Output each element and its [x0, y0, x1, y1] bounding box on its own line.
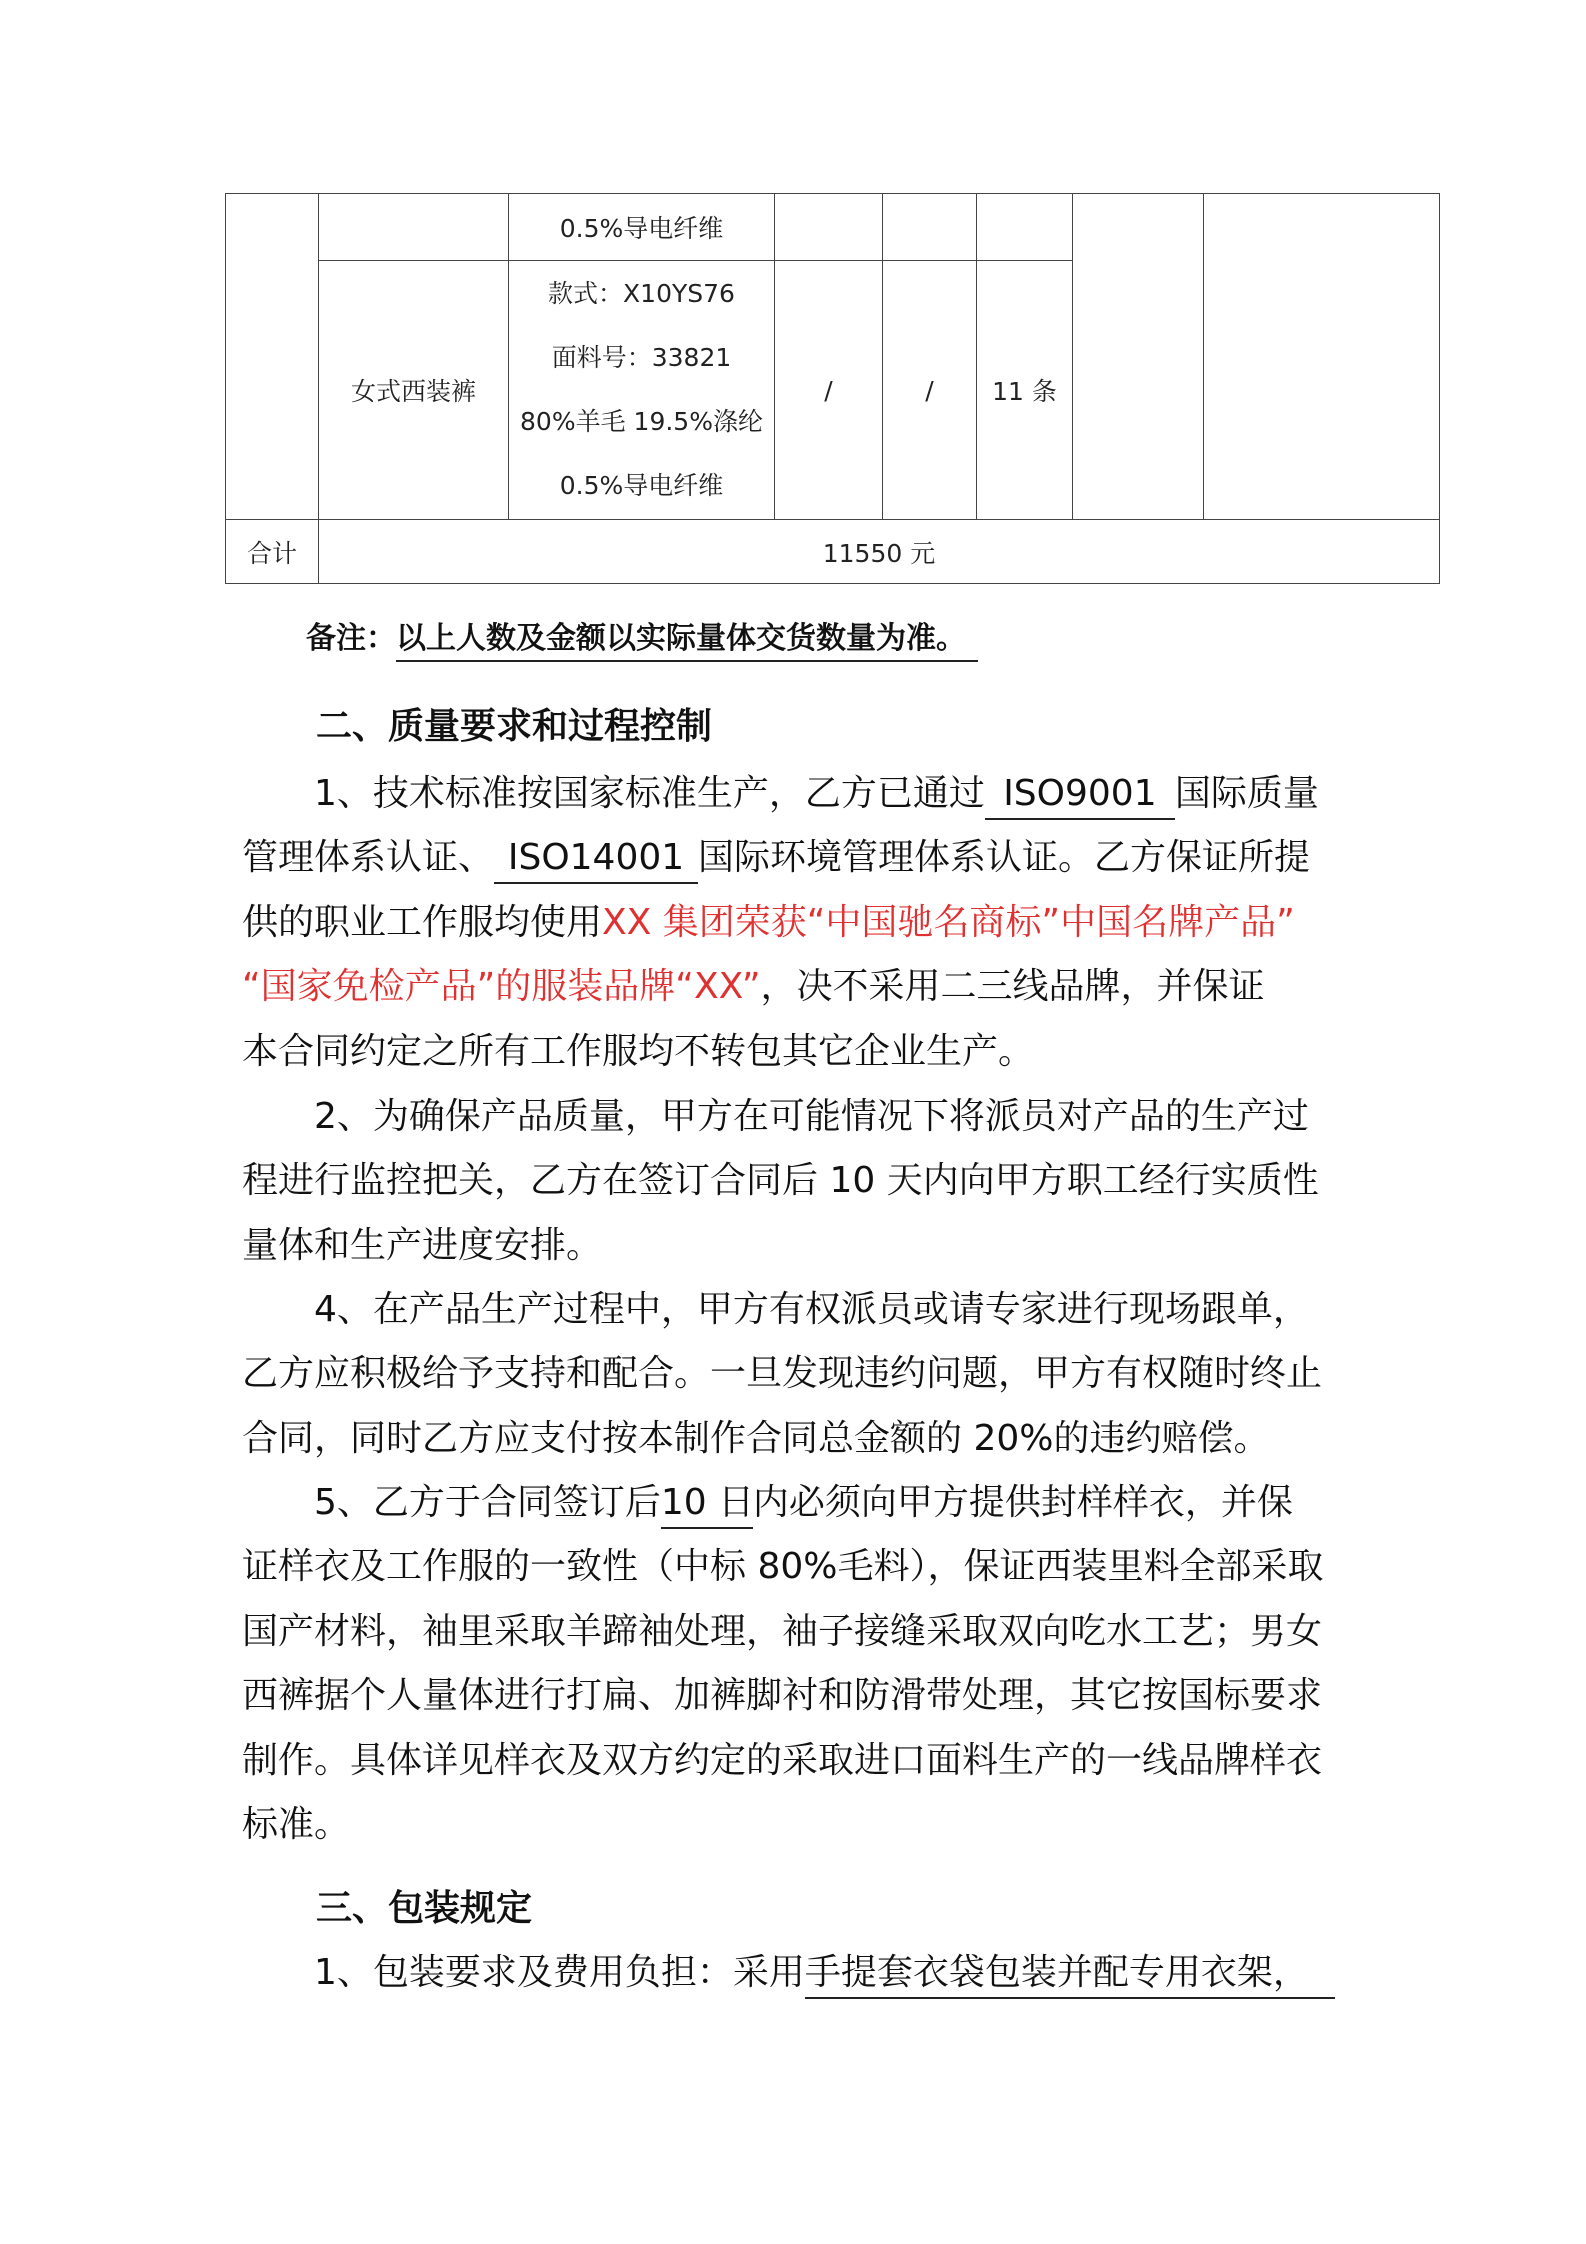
spec-line: 0.5%导电纤维: [559, 471, 724, 500]
text-line: 程进行监控把关，乙方在签订合同后 10 天内向甲方职工经行实质性: [242, 1160, 1319, 1202]
text-span: 国际质量: [1174, 773, 1319, 814]
text-span: 管理体系认证、: [242, 837, 495, 879]
product-spec-table: [225, 193, 1440, 584]
text-span: 1、包装要求及费用负担：采用: [314, 1952, 805, 1993]
text-line: 制作。具体详见样衣及双方约定的采取进口面料生产的一线品牌样衣: [242, 1739, 1323, 1781]
remark-label: 备注：: [306, 621, 396, 656]
text-line: 4、在产品生产过程中，甲方有权派员或请专家进行现场跟单，: [314, 1289, 1309, 1330]
spec-cell: 0.5%导电纤维: [509, 194, 775, 261]
text-span: 5、乙方于合同签订后: [314, 1482, 661, 1523]
highlight-text: XX 集团荣获“中国驰名商标”中国名牌产品”: [602, 901, 1295, 943]
fill-blank: 手提套衣袋包装并配专用衣架，: [805, 1949, 1335, 1999]
text-line: 2、为确保产品质量，甲方在可能情况下将派员对产品的生产过: [314, 1096, 1309, 1137]
text-line: 国产材料，袖里采取羊蹄袖处理，袖子接缝采取双向吃水工艺；男女: [242, 1610, 1323, 1652]
paragraph-production-follow: [242, 1278, 1362, 1471]
text-line: 证样衣及工作服的一致性（中标 80%毛料），保证西装里料全部采取: [242, 1546, 1324, 1588]
table-cell-empty: [977, 194, 1073, 261]
text-line: 合同，同时乙方应支付按本制作合同总金额的 20%的违约赔偿。: [242, 1417, 1270, 1459]
total-label-cell: 合计: [226, 520, 319, 584]
paragraph-technical-standard: [242, 762, 1362, 1084]
product-name-cell: 女式西装裤: [319, 261, 509, 520]
table-cell-empty: [883, 194, 977, 261]
text-line: 量体和生产进度安排。: [242, 1224, 603, 1266]
slash-cell: /: [883, 261, 977, 520]
text-line: 标准。: [242, 1803, 351, 1845]
table-cell-empty: [1073, 194, 1204, 520]
spec-line: 80%羊毛 19.5%涤纶: [520, 407, 763, 436]
fill-blank: ISO14001: [494, 834, 698, 884]
table-cell-empty: [226, 194, 319, 520]
text-line: 西裤据个人量体进行打扁、加裤脚衬和防滑带处理，其它按国标要求: [242, 1675, 1323, 1717]
fill-blank: 10 日: [661, 1479, 753, 1529]
text-span: 本合同约定之所有工作服均不转包其它企业生产。: [242, 1030, 1035, 1072]
paragraph-quality-monitoring: [242, 1085, 1362, 1278]
paragraph-packaging: [242, 1941, 1362, 2005]
text-span: 1、技术标准按国家标准生产，乙方已通过: [314, 773, 985, 814]
total-value-cell: 11550 元: [319, 520, 1440, 584]
spec-line: 面料号：33821: [551, 343, 732, 372]
quantity-cell: 11 条: [977, 261, 1073, 520]
text-line: 乙方应积极给予支持和配合。一旦发现违约问题，甲方有权随时终止: [242, 1353, 1323, 1395]
paragraph-sample: [242, 1471, 1362, 1857]
section-heading-quality: 二、质量要求和过程控制: [316, 706, 713, 747]
fill-blank: ISO9001: [985, 770, 1175, 820]
table-cell-empty: [319, 194, 509, 261]
highlight-text: “国家免检产品”的服装品牌“XX”: [242, 966, 761, 1008]
section-heading-packaging: 三、包装规定: [316, 1888, 533, 1929]
spec-line: 款式：X10YS76: [548, 279, 735, 308]
table-cell-empty: [1204, 194, 1440, 520]
text-span: ，决不采用二三线品牌，并保证: [760, 966, 1265, 1008]
table-cell-empty: [775, 194, 883, 261]
spec-cell: [509, 261, 775, 520]
text-span: 供的职业工作服均使用: [242, 901, 603, 943]
text-span: 国际环境管理体系认证。乙方保证所提: [698, 837, 1311, 879]
remark: [306, 613, 978, 657]
remark-text: 以上人数及金额以实际量体交货数量为准。: [396, 621, 978, 662]
slash-cell: /: [775, 261, 883, 520]
text-span: 内必须向甲方提供封样样衣，并保: [752, 1482, 1293, 1523]
